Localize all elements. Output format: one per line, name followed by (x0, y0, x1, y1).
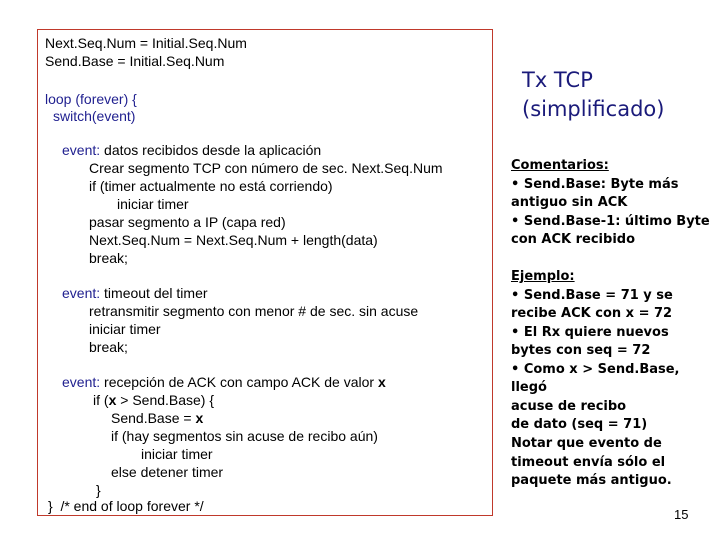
example-line: bytes con seq = 72 (511, 343, 651, 358)
code-line: iniciar timer (141, 446, 213, 462)
code-event-data-received (62, 142, 321, 158)
code-line-end-loop: } /* end of loop forever */ (48, 498, 204, 514)
code-line: } (96, 482, 101, 498)
example-heading: Ejemplo: (511, 269, 575, 284)
event-keyword: event: (62, 285, 101, 301)
code-line (93, 392, 214, 408)
example-line: acuse de recibo (511, 398, 627, 414)
code-line: break; (89, 339, 128, 355)
event-description: datos recibidos desde la aplicación (100, 142, 322, 158)
slide-title (522, 66, 692, 124)
code-fragment: Send.Base = (111, 410, 196, 426)
event-description: timeout del timer (100, 285, 208, 301)
comments-heading: Comentarios: (511, 158, 609, 173)
comments-section (511, 157, 716, 250)
example-line: recibe ACK con x = 72 (511, 306, 673, 321)
comment-line: • Send.Base: Byte más (511, 176, 679, 192)
comment-line: antiguo sin ACK (511, 195, 628, 210)
comment-line: con ACK recibido (511, 232, 636, 247)
code-line: else detener timer (111, 464, 224, 480)
slide-title-line: Tx TCP (522, 68, 593, 92)
variable-x: x (195, 410, 204, 426)
example-section (511, 268, 716, 435)
code-line: iniciar timer (117, 196, 189, 212)
code-line-loop: loop (forever) { (45, 91, 137, 107)
event-description: recepción de ACK con campo ACK de valor (100, 374, 378, 390)
event-keyword: event: (62, 142, 101, 158)
note-line: Notar que evento de (511, 436, 662, 451)
code-fragment: if ( (93, 392, 109, 408)
code-line: iniciar timer (89, 321, 161, 337)
slide-title-line: (simplificado) (522, 97, 665, 121)
code-line: if (hay segmentos sin acuse de recibo aún) (111, 428, 378, 444)
code-line-switch: switch(event) (53, 108, 136, 124)
code-line (111, 410, 203, 426)
example-line: de dato (seq = 71) (511, 417, 648, 432)
example-line: • Como x > Send.Base, llegó (511, 361, 680, 395)
page-number: 15 (674, 507, 689, 522)
code-line-init-sendbase: Send.Base = Initial.Seq.Num (45, 53, 225, 69)
code-line: pasar segmento a IP (capa red) (89, 214, 286, 230)
code-line: break; (89, 250, 128, 266)
comment-line: • Send.Base-1: último Byte (511, 213, 710, 229)
note-line: timeout envía sólo el (511, 454, 666, 470)
code-event-ack-received (62, 374, 386, 390)
code-line: retransmitir segmento con menor # de sec. sin acuse (89, 303, 419, 319)
note-line: paquete más antiguo. (511, 473, 672, 488)
code-fragment: > Send.Base) { (116, 392, 215, 408)
code-line: Crear segmento TCP con número de sec. Next.Seq.Num (89, 160, 443, 176)
example-line: • Send.Base = 71 y se (511, 287, 673, 303)
code-line: if (timer actualmente no está corriendo) (89, 178, 333, 194)
note-section (511, 435, 716, 491)
code-line: Next.Seq.Num = Next.Seq.Num + length(data) (89, 232, 378, 248)
variable-x: x (377, 374, 386, 390)
code-line-init-nextseqnum: Next.Seq.Num = Initial.Seq.Num (45, 35, 247, 51)
variable-x: x (108, 392, 117, 408)
code-event-timeout (62, 285, 208, 301)
event-keyword: event: (62, 374, 101, 390)
example-line: • El Rx quiere nuevos (511, 324, 669, 340)
